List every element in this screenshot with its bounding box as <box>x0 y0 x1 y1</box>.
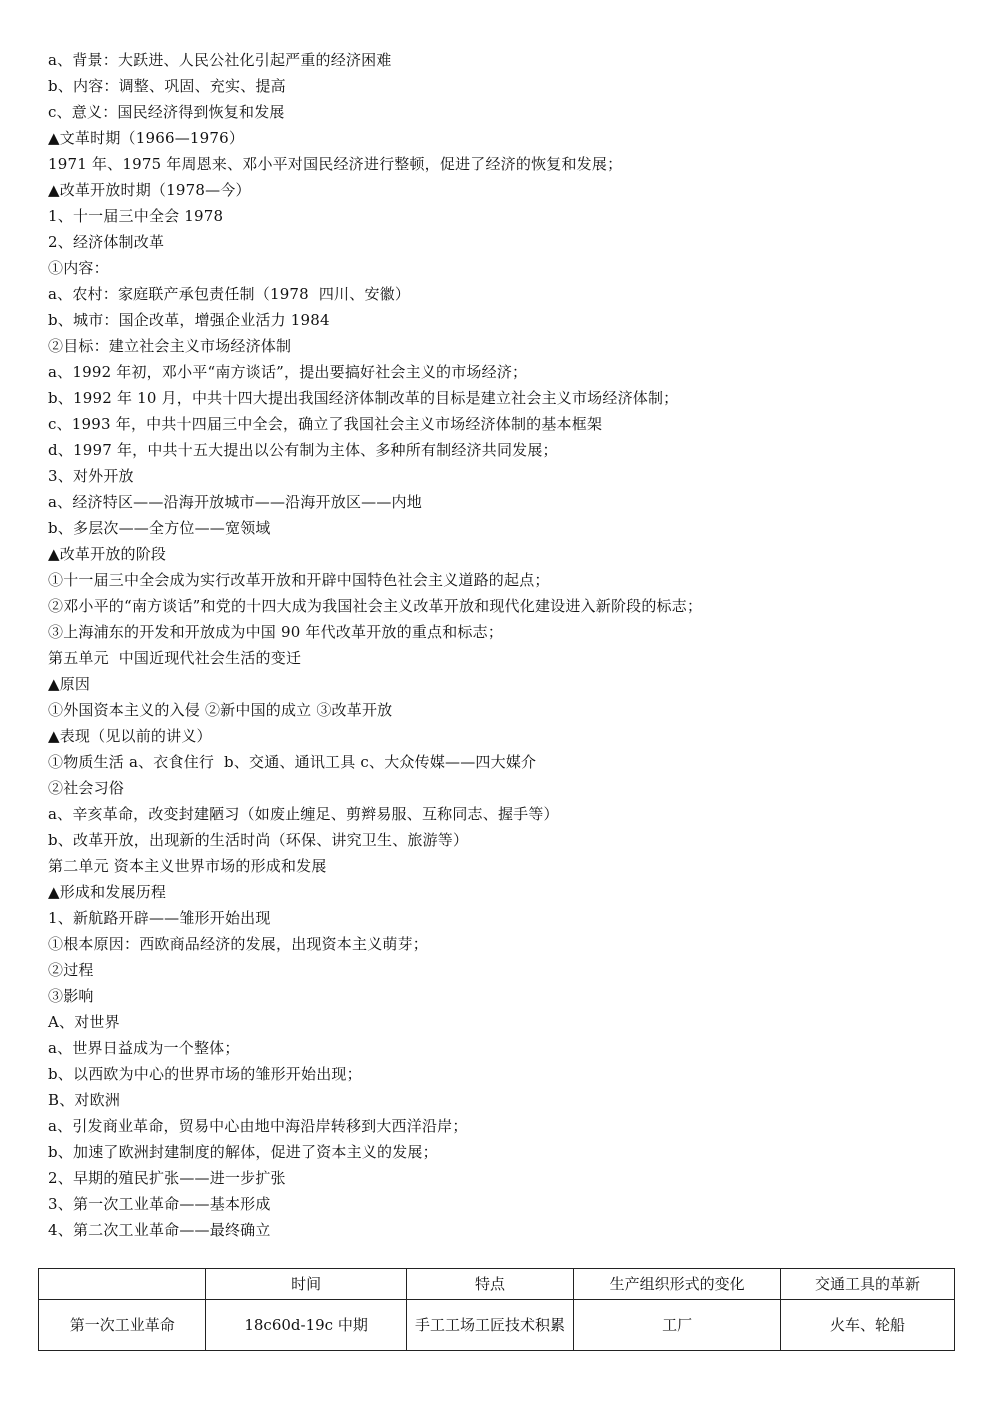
section-heading: ▲原因 <box>48 675 91 693</box>
text-body <box>48 47 948 1243</box>
text-line: 3、对外开放 <box>48 467 134 485</box>
table-header-cell <box>39 1269 206 1300</box>
text-line: a、背景：大跃进、人民公社化引起严重的经济困难 <box>48 51 392 69</box>
text-line: ①内容： <box>48 259 109 277</box>
text-line: 2、经济体制改革 <box>48 233 165 251</box>
text-line: a、经济特区——沿海开放城市——沿海开放区——内地 <box>48 493 422 511</box>
text-line: b、以西欧为中心的世界市场的雏形开始出现； <box>48 1065 362 1083</box>
table-cell: 手工工场工匠技术积累 <box>406 1300 573 1351</box>
text-line: b、1992 年 10 月，中共十四大提出我国经济体制改革的目标是建立社会主义市场经济体制； <box>48 389 679 407</box>
text-line: a、农村：家庭联产承包责任制（1978 四川、安徽） <box>48 285 411 303</box>
text-line: 2、早期的殖民扩张——进一步扩张 <box>48 1169 286 1187</box>
unit-heading: 第五单元 中国近现代社会生活的变迁 <box>48 649 302 667</box>
text-line: ②社会习俗 <box>48 779 125 797</box>
text-line: ①根本原因：西欧商品经济的发展，出现资本主义萌芽； <box>48 935 429 953</box>
text-line: ②目标：建立社会主义市场经济体制 <box>48 337 292 355</box>
text-line: c、1993 年，中共十四届三中全会，确立了我国社会主义市场经济体制的基本框架 <box>48 415 603 433</box>
table-header-cell: 特点 <box>406 1269 573 1300</box>
section-heading: ▲表现（见以前的讲义） <box>48 727 212 745</box>
text-line: a、引发商业革命，贸易中心由地中海沿岸转移到大西洋沿岸； <box>48 1117 468 1135</box>
text-line: b、内容：调整、巩固、充实、提高 <box>48 77 286 95</box>
table-cell: 第一次工业革命 <box>39 1300 206 1351</box>
text-line: b、改革开放，出现新的生活时尚（环保、讲究卫生、旅游等） <box>48 831 469 849</box>
text-line: ②邓小平的“南方谈话”和党的十四大成为我国社会主义改革开放和现代化建设进入新阶段的标志； <box>48 597 703 615</box>
text-line: 1、十一届三中全会 1978 <box>48 207 224 225</box>
text-line: a、辛亥革命，改变封建陋习（如废止缠足、剪辫易服、互称同志、握手等） <box>48 805 559 823</box>
text-line: d、1997 年，中共十五大提出以公有制为主体、多种所有制经济共同发展； <box>48 441 558 459</box>
table-header-cell: 时间 <box>206 1269 406 1300</box>
section-heading: ▲文革时期（1966—1976） <box>48 129 245 147</box>
text-line: ①十一届三中全会成为实行改革开放和开辟中国特色社会主义道路的起点； <box>48 571 550 589</box>
text-line: ①外国资本主义的入侵 ②新中国的成立 ③改革开放 <box>48 701 393 719</box>
industrial-revolution-table <box>38 1268 955 1351</box>
text-line: 4、第二次工业革命——最终确立 <box>48 1221 271 1239</box>
text-line: ①物质生活 a、衣食住行 b、交通、通讯工具 c、大众传媒——四大媒介 <box>48 753 537 771</box>
table-header-cell: 交通工具的革新 <box>780 1269 954 1300</box>
text-line: b、城市：国企改革，增强企业活力 1984 <box>48 311 330 329</box>
section-heading: ▲形成和发展历程 <box>48 883 167 901</box>
text-line: ②过程 <box>48 961 94 979</box>
text-line: B、对欧洲 <box>48 1091 121 1109</box>
section-heading: ▲改革开放时期（1978—今） <box>48 181 251 199</box>
unit-heading: 第二单元 资本主义世界市场的形成和发展 <box>48 857 327 875</box>
table-cell: 18c60d-19c 中期 <box>206 1300 406 1351</box>
text-line: ③上海浦东的开发和开放成为中国 90 年代改革开放的重点和标志； <box>48 623 504 641</box>
table-header-cell: 生产组织形式的变化 <box>574 1269 781 1300</box>
text-line: a、世界日益成为一个整体； <box>48 1039 240 1057</box>
text-line: A、对世界 <box>48 1013 120 1031</box>
text-line: b、多层次——全方位——宽领域 <box>48 519 271 537</box>
section-heading: ▲改革开放的阶段 <box>48 545 167 563</box>
table-header-row <box>39 1269 955 1300</box>
text-line: 1、新航路开辟——雏形开始出现 <box>48 909 271 927</box>
table-row <box>39 1300 955 1351</box>
text-line: a、1992 年初，邓小平“南方谈话”，提出要搞好社会主义的市场经济； <box>48 363 528 381</box>
text-line: b、加速了欧洲封建制度的解体，促进了资本主义的发展； <box>48 1143 438 1161</box>
table-cell: 工厂 <box>574 1300 781 1351</box>
text-line: 1971 年、1975 年周恩来、邓小平对国民经济进行整顿，促进了经济的恢复和发展； <box>48 155 623 173</box>
text-line: ③影响 <box>48 987 94 1005</box>
text-line: 3、第一次工业革命——基本形成 <box>48 1195 271 1213</box>
text-line: c、意义：国民经济得到恢复和发展 <box>48 103 285 121</box>
table-cell: 火车、轮船 <box>780 1300 954 1351</box>
